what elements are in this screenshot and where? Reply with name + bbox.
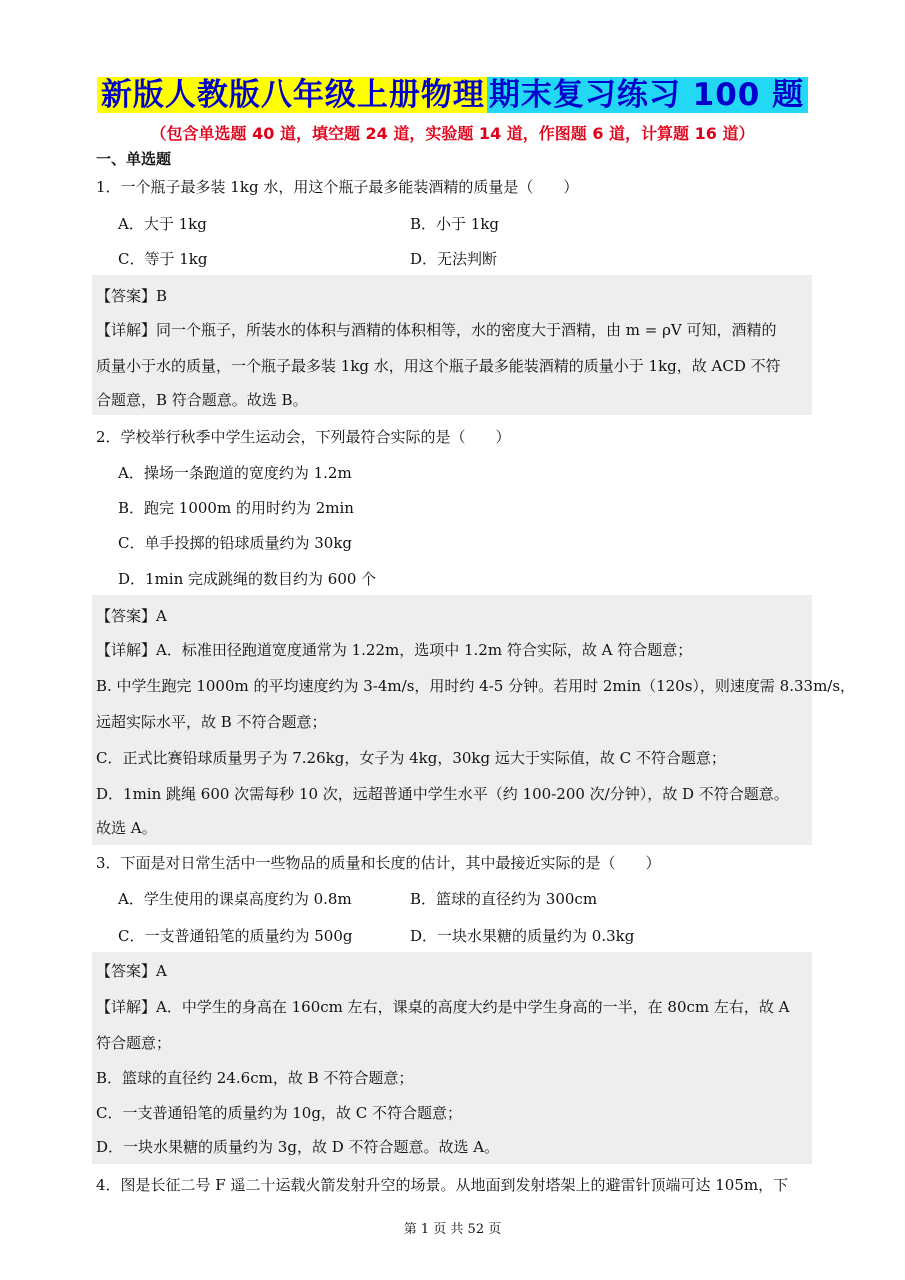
question-2-option-d: D．1min 完成跳绳的数目约为 600 个	[118, 570, 377, 588]
page-footer: 第 1 页 共 52 页	[403, 1222, 502, 1237]
question-2-option-a: A．操场一条跑道的宽度约为 1.2m	[118, 464, 352, 482]
title-part-1: 新版人教版八年级上册物理	[97, 77, 487, 113]
question-2-option-c: C．单手投掷的铅球质量约为 30kg	[118, 534, 353, 552]
section-title: 一、单选题	[96, 150, 172, 168]
question-1-option-b: B．小于 1kg	[410, 215, 500, 233]
question-3-detail-line: D．一块水果糖的质量约为 3g，故 D 不符合题意。故选 A。	[96, 1138, 500, 1156]
question-3-detail-line: B．篮球的直径约 24.6cm，故 B 不符合题意；	[96, 1069, 414, 1087]
question-3-option-b: B．篮球的直径约为 300cm	[410, 890, 598, 908]
question-2-detail-line: 故选 A。	[96, 819, 157, 837]
question-1-stem: 1．一个瓶子最多装 1kg 水，用这个瓶子最多能装酒精的质量是（ ）	[96, 178, 579, 196]
question-1-detail-line: 【详解】同一个瓶子，所装水的体积与酒精的体积相等，水的密度大于酒精，由 m = ρV 可知，酒精的	[96, 321, 777, 339]
question-2-answer: 【答案】A	[96, 607, 167, 625]
question-3-detail-line: 【详解】A．中学生的身高在 160cm 左右，课桌的高度大约是中学生身高的一半，在 80cm 左右，故 A	[96, 998, 790, 1016]
question-4-stem: 4．图是长征二号 F 遥二十运载火箭发射升空的场景。从地面到发射塔架上的避雷针顶端可达 105m，下	[96, 1176, 789, 1194]
question-3-detail-line: 符合题意；	[96, 1034, 172, 1052]
question-2-stem: 2．学校举行秋季中学生运动会，下列最符合实际的是（ ）	[96, 428, 511, 446]
question-3-option-a: A．学生使用的课桌高度约为 0.8m	[118, 890, 352, 908]
question-2-solution-box	[92, 595, 856, 845]
question-3-option-d: D．一块水果糖的质量约为 0.3kg	[410, 927, 635, 945]
question-1-option-c: C．等于 1kg	[118, 250, 208, 268]
question-1-option-a: A．大于 1kg	[118, 215, 207, 233]
question-2-option-b: B．跑完 1000m 的用时约为 2min	[118, 499, 354, 517]
question-3-solution-box	[92, 952, 812, 1164]
question-2-detail-line: D．1min 跳绳 600 次需每秒 10 次，远超普通中学生水平（约 100-200 次/分钟），故 D 不符合题意。	[96, 785, 789, 803]
question-1-detail-line: 质量小于水的质量，一个瓶子最多装 1kg 水，用这个瓶子最多能装酒精的质量小于 1kg，故 ACD 不符	[96, 357, 781, 375]
question-3-option-c: C．一支普通铅笔的质量约为 500g	[118, 927, 353, 945]
document-title	[0, 74, 905, 116]
document-subtitle: （包含单选题 40 道，填空题 24 道，实验题 14 道，作图题 6 道，计算题 16 道）	[150, 124, 755, 143]
question-2-detail-line: C．正式比赛铅球质量男子为 7.26kg，女子为 4kg，30kg 远大于实际值，故 C 不符合题意；	[96, 749, 726, 767]
question-2-detail-line: 【详解】A．标准田径跑道宽度通常为 1.22m，选项中 1.2m 符合实际，故 A 符合题意；	[96, 641, 693, 659]
title-part-2: 期末复习练习 100 题	[487, 77, 808, 113]
question-2-detail-line: 远超实际水平，故 B 不符合题意；	[96, 713, 327, 731]
question-3-detail-line: C．一支普通铅笔的质量约为 10g，故 C 不符合题意；	[96, 1104, 462, 1122]
question-3-answer: 【答案】A	[96, 962, 167, 980]
question-1-solution-box	[92, 275, 812, 415]
question-2-detail-line: B. 中学生跑完 1000m 的平均速度约为 3-4m/s，用时约 4-5 分钟。若用时 2min（120s），则速度需 8.33m/s，	[96, 677, 856, 695]
question-1-option-d: D．无法判断	[410, 250, 498, 268]
question-3-stem: 3．下面是对日常生活中一些物品的质量和长度的估计，其中最接近实际的是（ ）	[96, 854, 661, 872]
question-1-detail-line: 合题意，B 符合题意。故选 B。	[96, 391, 308, 409]
question-1-answer: 【答案】B	[96, 287, 168, 305]
